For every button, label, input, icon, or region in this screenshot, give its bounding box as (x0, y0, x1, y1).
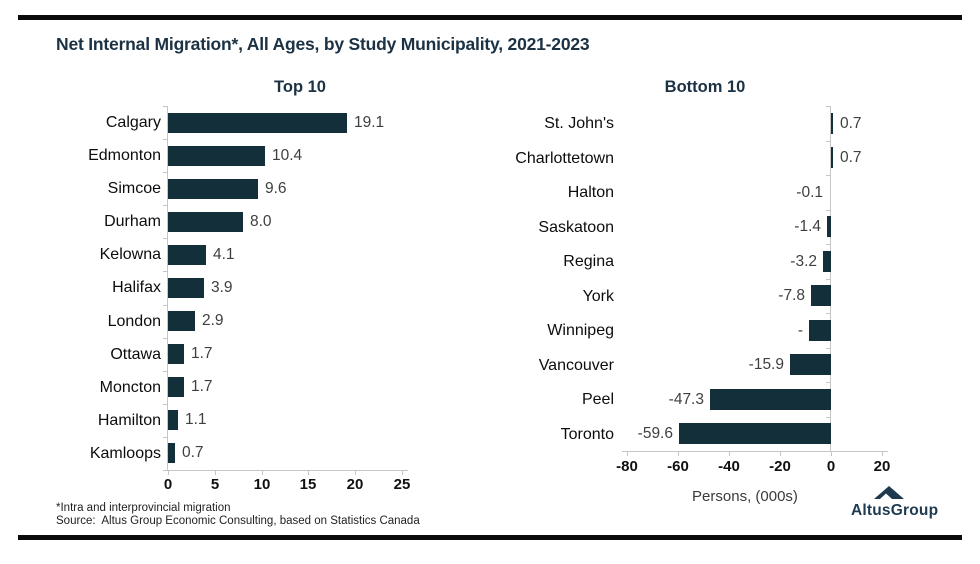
footnote-migration-note: *Intra and interprovincial migration (56, 502, 231, 514)
value-axis-tick (882, 451, 883, 456)
altus-mountain-icon (873, 485, 905, 500)
bar (809, 320, 831, 341)
bottom10-chart-title: Bottom 10 (664, 78, 746, 96)
value-axis-tick (831, 451, 832, 456)
category-label: Hamilton (97, 412, 161, 429)
bar (168, 146, 265, 166)
bar (710, 389, 831, 410)
bar (168, 410, 178, 430)
value-label: 1.1 (185, 411, 207, 428)
bar (679, 423, 831, 444)
bar (168, 278, 204, 298)
page-title: Net Internal Migration*, All Ages, by Study Municipality, 2021-2023 (56, 34, 590, 54)
value-axis-tick (262, 470, 263, 475)
bar (811, 285, 831, 306)
value-label: 1.7 (191, 378, 213, 395)
category-label: Halton (567, 184, 614, 201)
value-label: -3.2 (790, 253, 817, 270)
value-axis-tick-label: -20 (769, 458, 791, 475)
value-axis-tick (678, 451, 679, 456)
category-label: Durham (104, 213, 161, 230)
value-label: 8.0 (250, 213, 272, 230)
value-label: -15.9 (748, 356, 784, 373)
category-tick (163, 305, 167, 306)
value-axis-tick (729, 451, 730, 456)
value-label: 10.4 (272, 147, 303, 164)
value-label: 3.9 (211, 279, 233, 296)
value-label: 2.9 (202, 312, 224, 329)
altus-group-wordmark: AltusGroup (851, 502, 939, 519)
category-label: Kelowna (99, 246, 161, 263)
category-tick (826, 141, 830, 142)
value-label: 0.7 (840, 149, 862, 166)
category-label: Moncton (99, 379, 161, 396)
category-tick (163, 338, 167, 339)
value-axis-tick (627, 451, 628, 456)
value-axis-tick-label: -60 (667, 458, 689, 475)
value-label: - (797, 322, 803, 339)
value-axis-tick-label: 15 (299, 476, 317, 493)
value-label: -7.8 (778, 287, 805, 304)
bar (168, 311, 195, 331)
top-divider (18, 15, 962, 20)
value-label: 0.7 (182, 444, 204, 461)
category-label: Simcoe (107, 180, 161, 197)
category-label: Vancouver (538, 357, 614, 374)
value-label: -0.1 (796, 184, 823, 201)
category-tick (163, 437, 167, 438)
value-label: -47.3 (668, 391, 704, 408)
category-tick (163, 106, 167, 107)
category-label: Peel (581, 391, 614, 408)
bar (827, 216, 831, 237)
category-label: Halifax (112, 279, 161, 296)
category-tick (826, 175, 830, 176)
category-label: Toronto (560, 426, 614, 443)
category-tick (163, 205, 167, 206)
altus-group-logo (845, 485, 955, 519)
footnote-source: Source: Altus Group Economic Consulting, based on Statistics Canada (56, 515, 420, 527)
bar (168, 179, 258, 199)
value-axis-line (167, 470, 408, 471)
category-label: Calgary (105, 114, 161, 131)
category-tick (826, 279, 830, 280)
top10-chart-title: Top 10 (274, 78, 326, 96)
value-label: 19.1 (354, 114, 385, 131)
value-axis-tick (402, 470, 403, 475)
value-axis-tick-label: -80 (616, 458, 638, 475)
category-label: London (107, 313, 161, 330)
bottom-divider (18, 535, 962, 540)
value-axis-tick (168, 470, 169, 475)
category-label: Winnipeg (547, 322, 614, 339)
category-label: Regina (563, 253, 614, 270)
bar (168, 443, 175, 463)
category-tick (826, 313, 830, 314)
value-axis-tick-label: 25 (393, 476, 411, 493)
value-label: -1.4 (794, 218, 821, 235)
value-label: 0.7 (840, 115, 862, 132)
value-axis-tick-label: 0 (163, 476, 173, 493)
bar (168, 344, 184, 364)
bar (831, 113, 833, 134)
category-tick (826, 382, 830, 383)
category-tick (826, 417, 830, 418)
category-label: Charlottetown (515, 150, 614, 167)
category-label: Saskatoon (538, 219, 614, 236)
value-axis-tick-label: 5 (210, 476, 220, 493)
category-tick (163, 139, 167, 140)
value-axis-tick-label: 10 (253, 476, 271, 493)
value-axis-tick (355, 470, 356, 475)
category-tick (163, 271, 167, 272)
category-label: Kamloops (89, 445, 161, 462)
value-label: 4.1 (213, 246, 235, 263)
category-label: Ottawa (110, 346, 161, 363)
value-label: -59.6 (637, 425, 673, 442)
category-tick (163, 238, 167, 239)
bar (168, 377, 184, 397)
x-axis-title: Persons, (000s) (692, 488, 798, 505)
value-axis-tick (215, 470, 216, 475)
value-axis-tick (308, 470, 309, 475)
value-axis-tick-label: 20 (346, 476, 364, 493)
category-label: St. John's (544, 115, 614, 132)
category-tick (826, 210, 830, 211)
category-tick (163, 371, 167, 372)
category-tick (163, 404, 167, 405)
value-axis-tick-label: 0 (826, 458, 836, 475)
value-axis-tick-label: 20 (873, 458, 891, 475)
value-axis-tick-label: -40 (718, 458, 740, 475)
value-label: 1.7 (191, 345, 213, 362)
bar (831, 147, 833, 168)
category-tick (826, 106, 830, 107)
category-tick (826, 348, 830, 349)
value-axis-tick (780, 451, 781, 456)
bar (823, 251, 831, 272)
value-axis-line (622, 451, 888, 452)
category-label: York (582, 288, 614, 305)
category-tick (826, 244, 830, 245)
bar (790, 354, 831, 375)
category-tick (163, 172, 167, 173)
category-label: Edmonton (88, 147, 161, 164)
value-label: 9.6 (265, 180, 287, 197)
bar (168, 113, 347, 133)
bar (168, 212, 243, 232)
bar (168, 245, 206, 265)
